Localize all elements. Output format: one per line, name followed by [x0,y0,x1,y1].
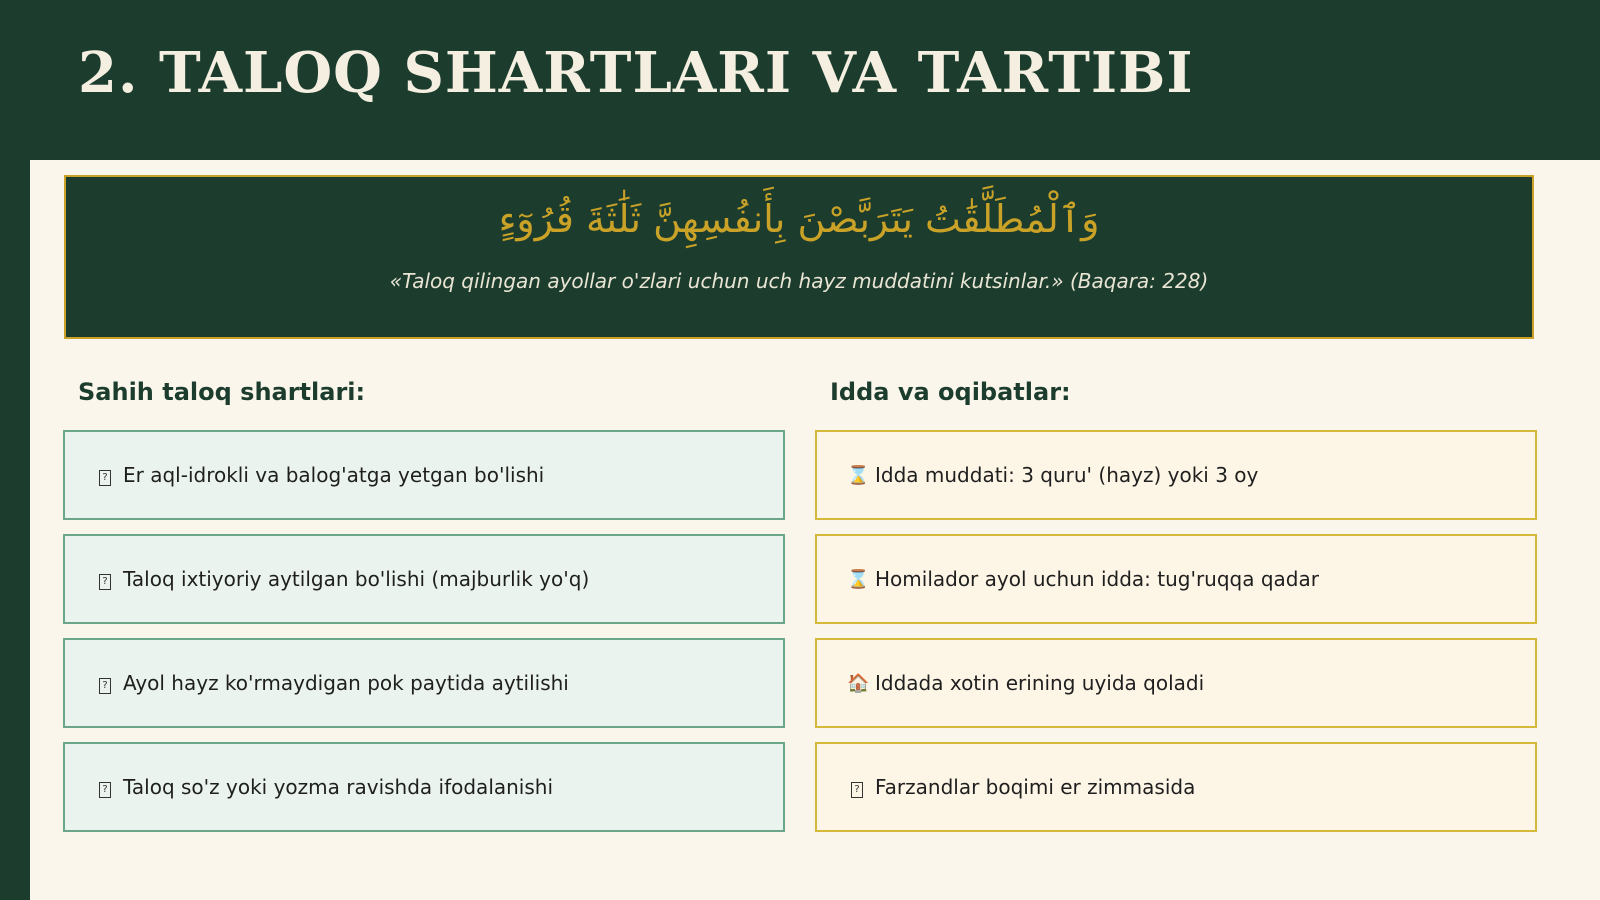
idda-text: Idda muddati: 3 quru' (hayz) yoki 3 oy [875,463,1259,487]
condition-text: Er aql-idrokli va balog'atga yetgan bo'lishi [123,463,545,487]
condition-item [63,742,785,832]
missing-glyph-icon: ? [95,672,115,694]
missing-glyph-icon: ? [95,568,115,590]
idda-list [815,430,1537,846]
condition-text: Ayol hayz ko'rmaydigan pok paytida aytilishi [123,671,569,695]
condition-item [63,638,785,728]
hourglass-icon: ⌛ [847,568,870,590]
hourglass-icon: ⌛ [847,464,870,486]
idda-item [815,430,1537,520]
arabic-verse: وَٱلْمُطَلَّقَٰتُ يَتَرَبَّصْنَ بِأَنفُسِهِنَّ ثَلَٰثَةَ قُرُوٓءٍ [498,197,1100,241]
idda-item [815,534,1537,624]
verse-box [64,175,1534,339]
condition-item [63,534,785,624]
idda-text: Homilador ayol uchun idda: tug'ruqqa qadar [875,567,1319,591]
missing-glyph-icon: ? [95,776,115,798]
condition-text: Taloq so'z yoki yozma ravishda ifodalanishi [123,775,554,799]
house-icon: 🏠 [847,672,870,694]
conditions-list [63,430,785,846]
missing-glyph-icon: ? [95,464,115,486]
idda-item [815,638,1537,728]
condition-text: Taloq ixtiyoriy aytilgan bo'lishi (majburlik yo'q) [123,567,590,591]
idda-text: Iddada xotin erining uyida qoladi [875,671,1205,695]
idda-item [815,742,1537,832]
missing-glyph-icon: ? [847,776,867,798]
conditions-heading: Sahih taloq shartlari: [78,378,366,406]
condition-item [63,430,785,520]
verse-translation: «Taloq qilingan ayollar o'zlari uchun uch hayz muddatini kutsinlar.» (Baqara: 228) [389,269,1209,293]
content-panel [30,160,1600,900]
idda-text: Farzandlar boqimi er zimmasida [875,775,1196,799]
idda-heading: Idda va oqibatlar: [830,378,1071,406]
slide-title: 2. TALOQ SHARTLARI VA TARTIBI [78,40,1194,106]
